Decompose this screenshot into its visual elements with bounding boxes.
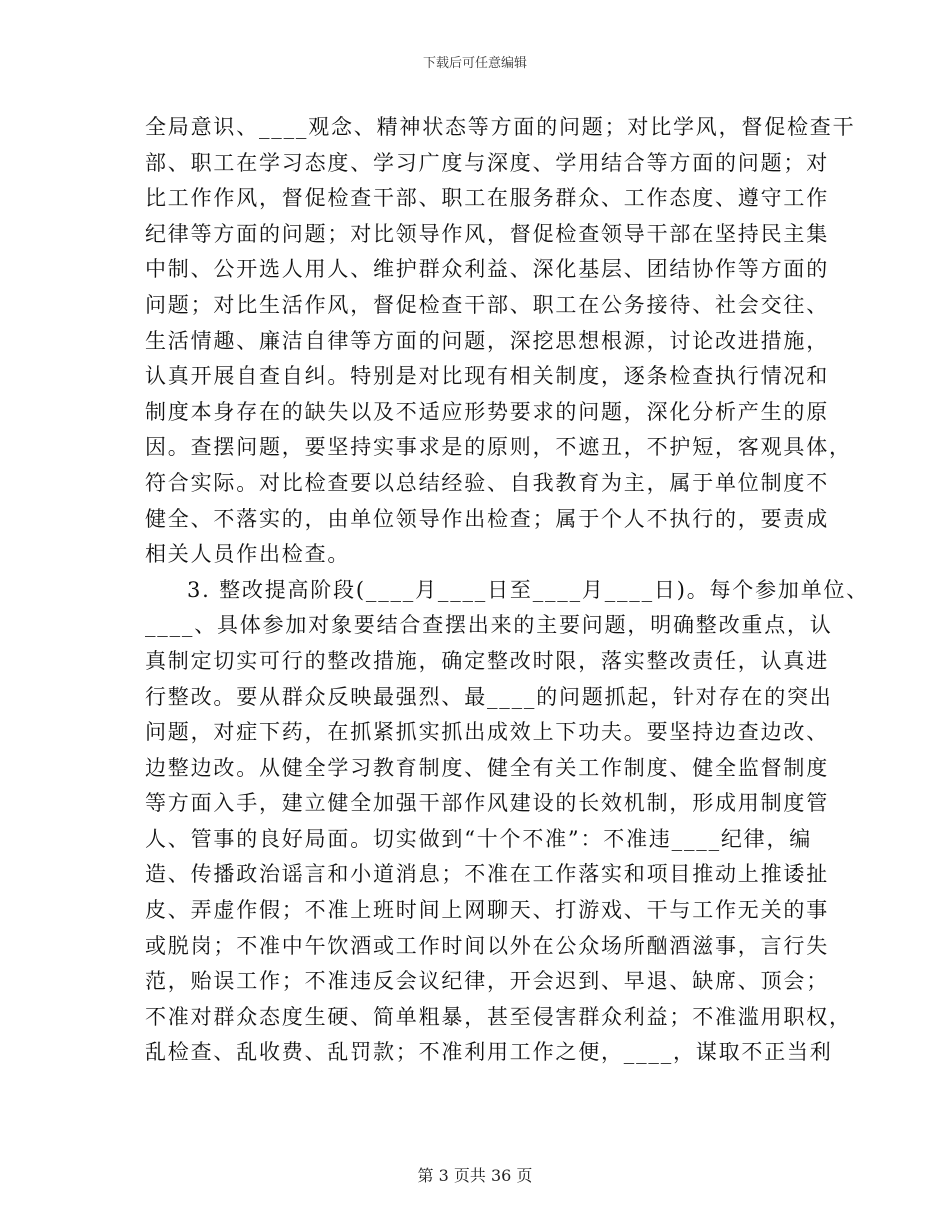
text-line: 或脱岗；不准中午饮酒或工作时间以外在公众场所酗酒滋事，言行失 xyxy=(145,933,829,958)
text-line: 造、传播政治谣言和小道消息；不准在工作落实和项目推动上推诿扯 xyxy=(145,862,829,887)
text-line: 全局意识、____观念、精神状态等方面的问题；对比学风，督促检查干 xyxy=(145,115,856,139)
text-line: 中制、公开选人用人、维护群众利益、深化基层、团结协作等方面的 xyxy=(145,257,829,282)
text-line: 认真开展自查自纠。特别是对比现有相关制度，逐条检查执行情况和 xyxy=(145,364,829,389)
text-line: 等方面入手，建立健全加强干部作风建设的长效机制，形成用制度管 xyxy=(145,791,829,816)
text-line: 人、管事的良好局面。切实做到“十个不准”：不准违____纪律，编 xyxy=(145,826,813,851)
text-line: 制度本身存在的缺失以及不适应形势要求的问题，深化分析产生的原 xyxy=(145,399,829,424)
body-text xyxy=(145,110,870,1071)
text-line: 符合实际。对比检查要以总结经验、自我教育为主，属于单位制度不 xyxy=(145,470,829,495)
text-line: 健全、不落实的，由单位领导作出检查；属于个人不执行的，要责成 xyxy=(145,506,829,531)
text-line: 行整改。要从群众反映最强烈、最____的问题抓起，针对存在的突出 xyxy=(145,684,833,709)
text-line: 不准对群众态度生硬、简单粗暴，甚至侵害群众利益；不准滥用职权， xyxy=(145,1004,852,1029)
text-line: ____、具体参加对象要结合查摆出来的主要问题，明确整改重点，认 xyxy=(145,613,833,638)
text-line: 相关人员作出检查。 xyxy=(145,542,351,567)
text-line: 部、职工在学习态度、学习广度与深度、学用结合等方面的问题；对 xyxy=(145,150,829,175)
page-number-footer: 第 3 页共 36 页 xyxy=(417,1166,533,1185)
text-line: 乱检查、乱收费、乱罚款；不准利用工作之便，____，谋取不正当利 xyxy=(145,1040,833,1065)
page-header: 下载后可任意编辑 xyxy=(422,56,527,71)
text-line: 真制定切实可行的整改措施，确定整改时限，落实整改责任，认真进 xyxy=(145,648,829,673)
text-line: 纪律等方面的问题；对比领导作风，督促检查领导干部在坚持民主集 xyxy=(145,221,829,246)
text-line: 生活情趣、廉洁自律等方面的问题，深挖思想根源，讨论改进措施， xyxy=(145,328,829,353)
text-line: 范，贻误工作；不准违反会议纪律，开会迟到、早退、缺席、顶会； xyxy=(145,969,829,994)
text-line: 皮、弄虚作假；不准上班时间上网聊天、打游戏、干与工作无关的事 xyxy=(145,898,829,923)
text-line: 问题，对症下药，在抓紧抓实抓出成效上下功夫。要坚持边查边改、 xyxy=(145,720,829,745)
text-line: 比工作作风，督促检查干部、职工在服务群众、工作态度、遵守工作 xyxy=(145,186,829,211)
text-line: 因。查摆问题，要坚持实事求是的原则，不遮丑，不护短，客观具体， xyxy=(145,435,852,460)
text-line: 边整边改。从健全学习教育制度、健全有关工作制度、健全监督制度 xyxy=(145,755,829,780)
section-heading-line: 3. 整改提高阶段(____月____日至____月____日)。每个参加单位、 xyxy=(187,577,870,602)
text-line: 问题；对比生活作风，督促检查干部、职工在公务接待、社会交往、 xyxy=(145,292,829,317)
